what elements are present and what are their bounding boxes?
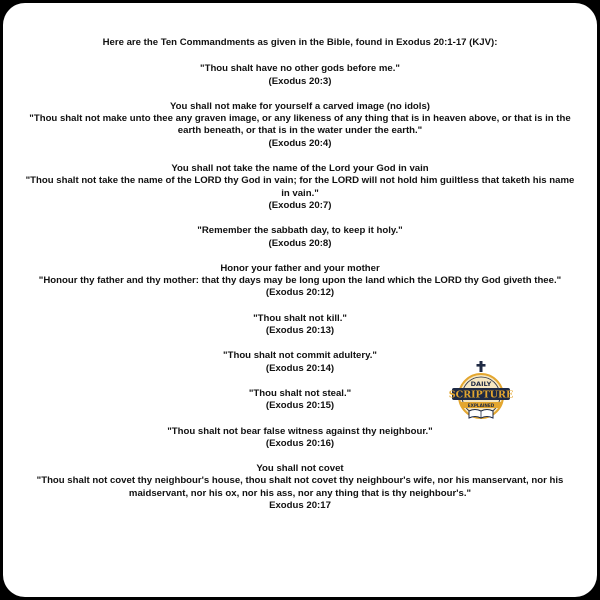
commandment-reference: (Exodus 20:12) — [265, 287, 335, 299]
commandment-quote: "Thou shalt have no other gods before me." — [200, 63, 400, 75]
commandment-quote: "Thou shalt not make unto thee any graven image, or any likeness of any thing that is in heaven above, or that is in the earth beneath, or that is in the water under the earth." — [29, 113, 571, 137]
commandment-block — [21, 225, 579, 250]
commandment-reference: (Exodus 20:16) — [265, 437, 335, 449]
commandment-quote: "Thou shalt not bear false witness against thy neighbour." — [167, 425, 433, 437]
commandment-heading: Honor your father and your mother — [220, 262, 380, 274]
commandment-block — [21, 463, 579, 512]
cross-icon — [477, 361, 486, 372]
commandment-quote: "Thou shalt not kill." — [253, 312, 347, 324]
commandment-quote: "Thou shalt not covet thy neighbour's house, thou shalt not covet thy neighbour's wife, nor his manservant, nor his maidservant, nor his ox, nor his ass, nor any thing that is thy neighbour's." — [36, 475, 564, 499]
commandment-heading: You shall not make for yourself a carved image (no idols) — [170, 100, 430, 112]
commandments-text — [21, 37, 579, 525]
commandment-block — [21, 313, 579, 338]
commandment-reference: (Exodus 20:13) — [265, 325, 335, 337]
logo-explained-text: EXPLAINED — [467, 402, 495, 408]
commandment-heading: You shall not take the name of the Lord your God in vain — [171, 163, 429, 175]
commandment-quote: "Remember the sabbath day, to keep it holy." — [197, 225, 403, 237]
content-card — [3, 3, 597, 597]
commandment-quote: "Honour thy father and thy mother: that thy days may be long upon the land which the LORD thy God giveth thee." — [38, 275, 562, 287]
commandment-quote: "Thou shalt not take the name of the LORD thy God in vain; for the LORD will not hold him guiltless that taketh his name in vain." — [25, 175, 575, 199]
commandment-block — [21, 263, 579, 300]
commandment-quote: "Thou shalt not commit adultery." — [223, 350, 377, 362]
commandment-reference: (Exodus 20:14) — [265, 362, 335, 374]
commandment-block — [21, 101, 579, 150]
commandment-block — [21, 63, 579, 88]
commandment-quote: "Thou shalt not steal." — [248, 387, 352, 399]
open-book-icon — [469, 410, 493, 419]
commandment-reference: (Exodus 20:15) — [265, 400, 335, 412]
daily-scripture-explained-logo — [446, 360, 516, 430]
commandment-reference: (Exodus 20:4) — [268, 137, 332, 149]
logo-daily-text: DAILY — [470, 380, 492, 388]
commandment-reference: (Exodus 20:3) — [268, 75, 332, 87]
commandment-reference: (Exodus 20:7) — [268, 199, 332, 211]
commandments-list — [21, 63, 579, 512]
commandment-block — [21, 163, 579, 212]
commandment-reference: Exodus 20:17 — [269, 500, 331, 512]
logo-scripture-text: SCRIPTURE — [448, 389, 514, 401]
commandment-heading: You shall not covet — [256, 463, 344, 475]
commandment-reference: (Exodus 20:8) — [268, 237, 332, 249]
intro-text: Here are the Ten Commandments as given in the Bible, found in Exodus 20:1-17 (KJV): — [102, 37, 498, 48]
